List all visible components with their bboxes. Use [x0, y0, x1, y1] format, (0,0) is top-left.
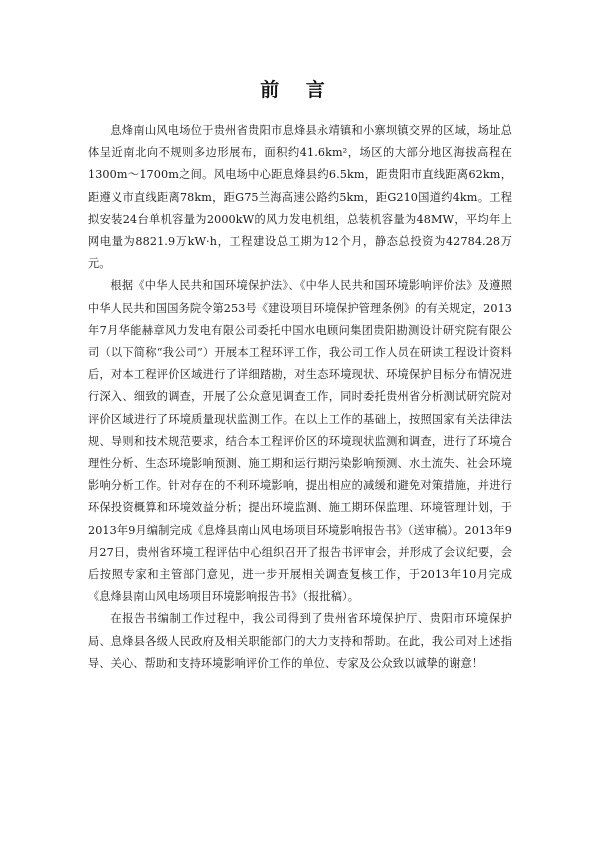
paragraph-project-overview: 息烽南山风电场位于贵州省贵阳市息烽县永靖镇和小寨坝镇交界的区域，场址总体呈近南北向不规则多边形展布，面积约41.6km²，场区的大部分地区海拔高程在1300m～1700m之间。风电场中心距息烽县约6.5km，距贵阳市直线距离62km，距遵义市直线距离78km，距G75兰海高速公路约5km，距G210国道约4km。工程拟安装24台单机容量为2000kW的风力发电机组，总装机容量为48MW，平均年上网电量为8821.9万kW·h，工程建设总工期为12个月，静态总投资为42784.28万元。 — [88, 124, 512, 271]
paragraph-acknowledgements: 在报告书编制工作过程中，我公司得到了贵州省环境保护厅、贵阳市环境保护局、息烽县各级人民政府及相关职能部门的大力支持和帮助。在此，我公司对上述指导、关心、帮助和支持环境影响评价工作的单位、专家及公众致以诚挚的谢意！ — [88, 612, 512, 670]
preface-body — [88, 120, 512, 675]
page-title: 前 言 — [260, 79, 335, 101]
paragraph-legal-basis-and-work: 根据《中华人民共和国环境保护法》、《中华人民共和国环境影响评价法》及遵照中华人民共和国国务院令第253号《建设项目环境保护管理条例》的有关规定，2013年7月华能赫章风力发电有限公司委托中国水电顾问集团贵阳勘测设计研究院有限公司（以下简称“我公司”）开展本工程环评工作，我公司工作人员在研读工程设计资料后，对本工程评价区域进行了详细踏勘，对生态环境现状、环境保护目标分布情况进行深入、细致的调查，开展了公众意见调查工作，同时委托贵州省分析测试研究院对评价区域进行了环境质量现状监测工作。在以上工作的基础上，按照国家有关法律法规、导则和技术规范要求，结合本工程评价区的环境现状监测和调查，进行了环境合理性分析、生态环境影响预测、施工期和运行期污染影响预测、水土流失、社会环境影响分析工作。针对存在的不利环境影响，提出相应的减缓和避免对策措施，并进行环保投资概算和环境效益分析；提出环境监测、施工期环保监理、环境管理计划，于2013年9月编制完成《息烽县南山风电场项目环境影响报告书》（送审稿）。2013年9月27日，贵州省环境工程评估中心组织召开了报告书评审会，并形成了会议纪要，会后按照专家和主管部门意见，进一步开展相关调查复核工作，于2013年10月完成《息烽县南山风电场项目环境影响报告书》（报批稿）。 — [88, 279, 512, 604]
